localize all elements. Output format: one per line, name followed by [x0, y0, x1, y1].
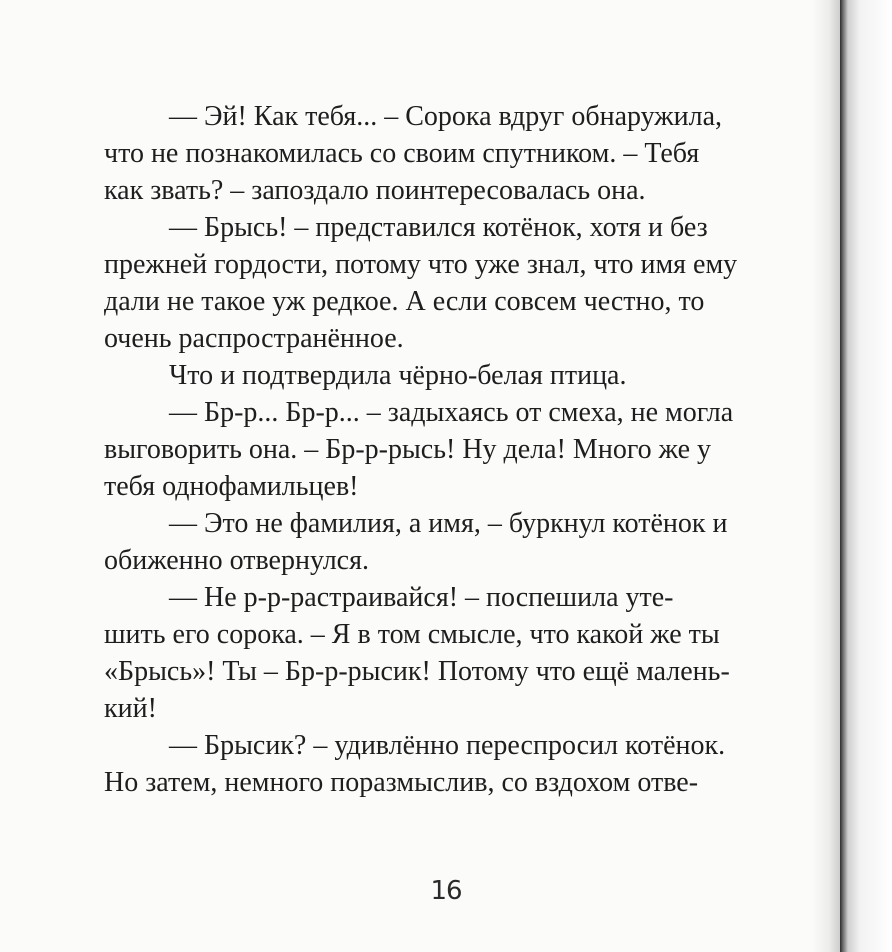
binding-shadow — [812, 0, 840, 952]
text-line: — Эй! Как тебя... – Сорока вдруг обнаружила, — [169, 101, 723, 132]
text-line: Но затем, немного поразмыслив, со вздохом отве- — [104, 767, 699, 798]
text-line: «Брысь»! Ты – Бр-р-рысик! Потому что ещё малень- — [104, 656, 730, 687]
text-line: — Не р-р-растраивайся! – поспешила уте- — [169, 582, 674, 613]
text-line: очень распространённое. — [104, 323, 404, 354]
text-line: прежней гордости, потому что уже знал, что имя ему — [104, 249, 738, 280]
text-line: — Брысик? – удивлённо переспросил котёнок. — [169, 730, 726, 761]
text-line: кий! — [104, 693, 157, 724]
text-line: Что и подтвердила чёрно-белая птица. — [169, 360, 627, 391]
page-text — [104, 98, 840, 801]
text-line: — Бр-р... Бр-р... – задыхаясь от смеха, не могла — [169, 397, 734, 428]
text-line: — Брысь! – представился котёнок, хотя и без — [169, 212, 708, 243]
text-line: дали не такое уж редкое. А если совсем честно, то — [104, 286, 705, 317]
text-line: выговорить она. – Бр-р-рысь! Ну дела! Много же у — [104, 434, 712, 465]
text-line: тебя однофамильцев! — [104, 471, 359, 502]
text-line: — Это не фамилия, а имя, – буркнул котёнок и — [169, 508, 728, 539]
text-line: шить его сорока. – Я в том смысле, что какой же ты — [104, 619, 720, 650]
page-number: 16 — [430, 876, 462, 906]
text-line: обиженно отвернулся. — [104, 545, 369, 576]
text-line: что не познакомилась со своим спутником. – Тебя — [104, 138, 700, 169]
text-line: как звать? – запоздало поинтересовалась она. — [104, 175, 646, 206]
book-gutter — [840, 0, 892, 952]
